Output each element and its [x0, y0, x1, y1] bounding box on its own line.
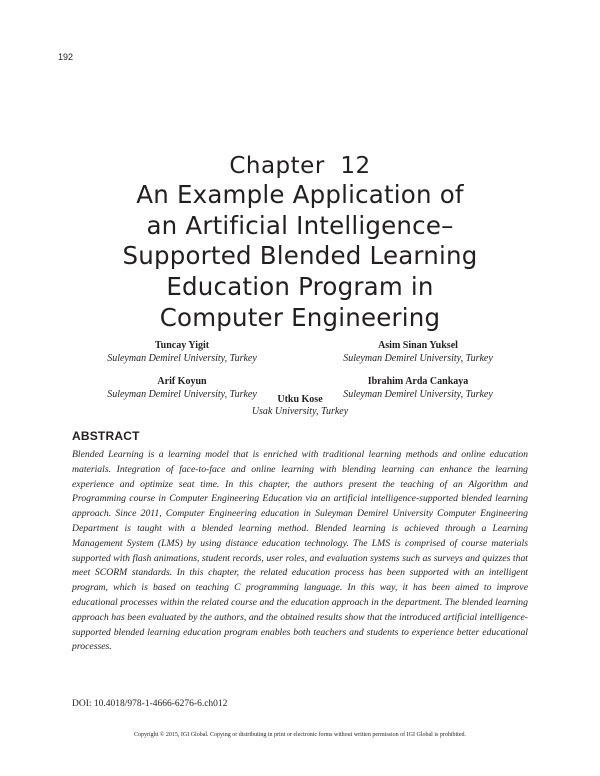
author-block [308, 340, 528, 364]
abstract-heading: ABSTRACT [72, 429, 140, 443]
page-number: 192 [58, 52, 74, 62]
title-line: Supported Blended Learning [122, 241, 478, 271]
author-name: Tuncay Yigit [154, 340, 210, 351]
author-block [72, 340, 292, 364]
chapter-label: Chapter 12 [229, 153, 371, 179]
author-affiliation: Usak University, Turkey [251, 406, 349, 417]
author-name: Utku Kose [277, 394, 323, 405]
title-line: An Example Application of [136, 180, 464, 209]
author-block [190, 394, 410, 417]
author-name: Arif Koyun [157, 376, 207, 387]
author-affiliation: Suleyman Demirel University, Turkey [343, 353, 493, 364]
chapter-title [60, 180, 540, 333]
abstract-text: Blended Learning is a learning model that is enriched with traditional learning methods and online education materials. Integration of face-to-face and online learning with blending learning can enhance the learning experience and optimize seat time. In this chapter, the authors present the teaching of an Algorithm and Programming course in Computer Engineering Education via an artificial intelligence-supported blended learning approach. Since 2011, Computer Engineering education in Suleyman Demirel University Computer Engineering Department is taught with a blended learning method. Blended learning is achieved through a Learning Management System (LMS) by using distance education technology. The LMS is comprised of course materials supported with flash animations, student records, user roles, and evaluation systems such as surveys and quizzes that meet SCORM standards. In this chapter, the related education process has been supported with an intelligent program, which is based on teaching C programming language. In this way, it has been aimed to improve educational processes within the related course and the education approach in the department. The blended learning approach has been evaluated by the authors, and the obtained results show that the introduced artificial intelligence-supported blended learning education program enables both teachers and students to experience better educational processes. [72, 449, 528, 653]
copyright-notice: Copyright © 2015, IGI Global. Copying or distributing in print or electronic forms without written permission of IGI Global is prohibited. [133, 732, 466, 738]
title-line: an Artificial Intelligence– [146, 210, 454, 240]
doi: DOI: 10.4018/978-1-4666-6276-6.ch012 [72, 699, 228, 709]
author-affiliation: Suleyman Demirel University, Turkey [343, 389, 493, 400]
author-affiliation: Suleyman Demirel University, Turkey [107, 353, 257, 364]
title-line: Computer Engineering [159, 302, 441, 332]
author-affiliation: Suleyman Demirel University, Turkey [107, 389, 257, 400]
title-line: Education Program in [166, 271, 434, 301]
author-name: Asim Sinan Yuksel [378, 340, 458, 351]
author-name: Ibrahim Arda Cankaya [367, 376, 469, 387]
